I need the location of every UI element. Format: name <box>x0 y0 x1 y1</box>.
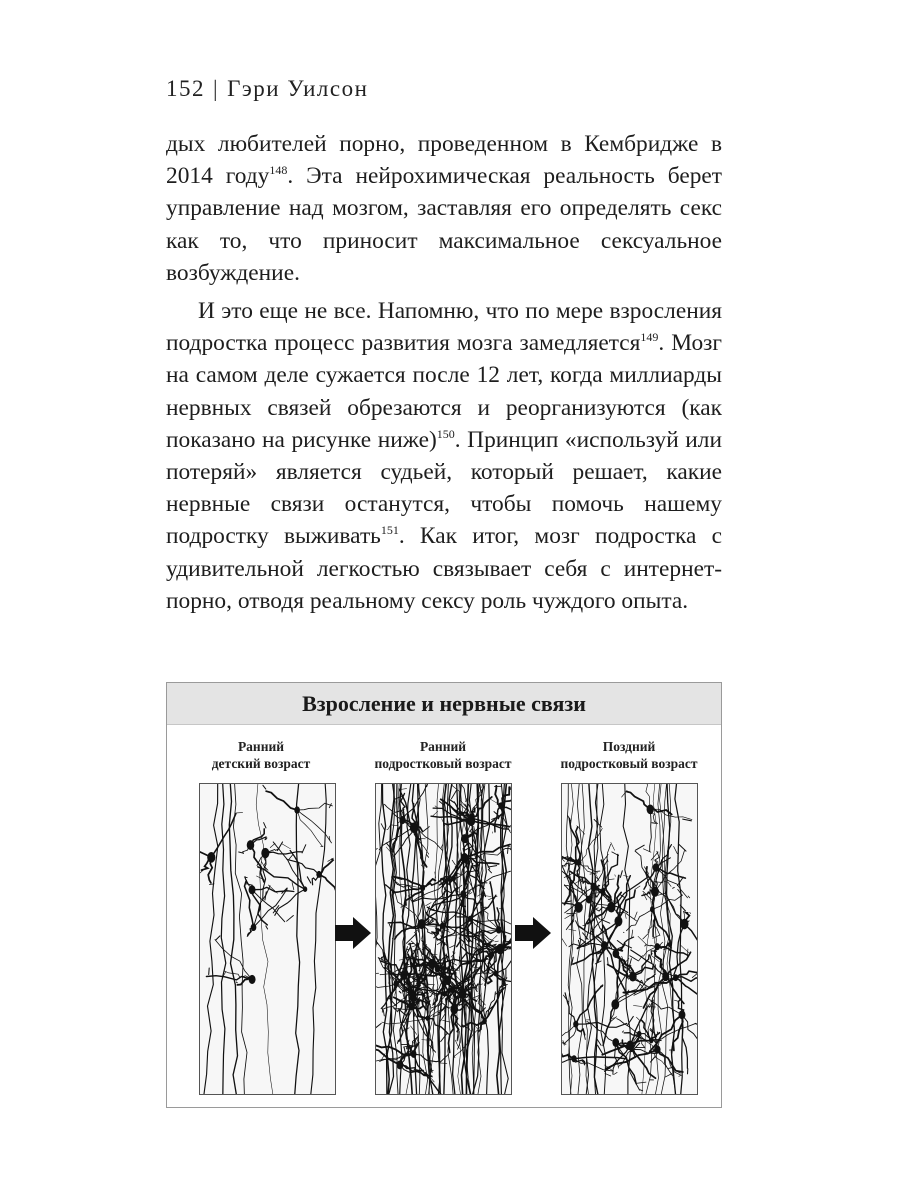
dendrite-branch <box>636 845 645 850</box>
neural-fiber <box>667 784 677 1094</box>
paragraph-1 <box>166 128 722 289</box>
panel-label-3-line-2: подростковый возраст <box>560 756 698 771</box>
dendrite <box>579 863 600 872</box>
dendrite <box>606 1050 658 1069</box>
dendrite-branch <box>650 955 652 963</box>
dendrite-branch <box>422 936 423 940</box>
header-separator: | <box>213 76 220 101</box>
neuron-panel-pruned <box>561 783 698 1095</box>
dendrite-branch <box>381 824 384 830</box>
panel-label-3-line-1: Поздний <box>602 739 656 754</box>
dendrite-branch <box>398 1040 399 1043</box>
dendrite-branch <box>607 958 608 965</box>
neural-fiber <box>221 784 226 1094</box>
dendrite-branch <box>439 1063 447 1064</box>
dendrite-branch <box>622 1031 623 1032</box>
dendrite <box>312 874 319 884</box>
dendrite-branch <box>479 984 482 985</box>
dendrite-branch <box>383 1010 384 1016</box>
footnote-ref-150: 150 <box>436 426 455 441</box>
neuron-drawing-sparse <box>200 784 335 1094</box>
running-head <box>166 76 368 102</box>
dendrite <box>574 1057 626 1059</box>
dendrite-branch <box>688 896 690 898</box>
dendrite <box>576 1024 585 1035</box>
dendrite-branch <box>469 893 472 895</box>
neural-fiber <box>452 784 457 1094</box>
dendrite <box>627 792 650 810</box>
dendrite-branch <box>637 1082 646 1083</box>
author-name: Гэри Уилсон <box>227 76 369 101</box>
dendrite-branch <box>292 883 294 890</box>
dendrite <box>676 978 697 997</box>
dendrite-branch <box>452 860 455 865</box>
dendrite-branch <box>635 912 638 919</box>
dendrite-branch <box>660 1040 661 1041</box>
panel-label-2-line-2: подростковый возраст <box>374 756 512 771</box>
neural-fiber <box>294 784 299 1094</box>
dendrite-branch <box>665 1074 672 1078</box>
dendrite-branch <box>455 1040 459 1049</box>
dendrite-branch <box>635 886 640 890</box>
panel-label-late-adolescence <box>539 738 719 772</box>
panel-label-2-line-1: Ранний <box>419 739 467 754</box>
dendrite-branch <box>611 842 615 850</box>
dendrite-branch <box>638 936 646 944</box>
dendrite-branch <box>266 926 268 929</box>
panel-label-1-line-1: Ранний <box>237 739 285 754</box>
dendrite-branch <box>562 937 567 946</box>
dendrite-branch <box>673 887 675 888</box>
dendrite <box>297 803 332 810</box>
neural-fiber <box>233 784 247 1094</box>
dendrite <box>627 909 653 930</box>
dendrite-branch <box>257 876 266 880</box>
paragraph-2-text-d: . Как итог, мозг подростка с удивительной легкостью связывает себя с интернет-порно, отводя реальному сексу роль чуждого опыта. <box>166 523 722 614</box>
dendrite-branch <box>565 915 571 919</box>
dendrite-branch <box>488 866 496 867</box>
paragraph-2 <box>166 295 722 617</box>
dendrite-branch <box>389 924 391 928</box>
dendrite-branch <box>302 845 306 853</box>
dendrite-branch <box>376 1024 381 1028</box>
dendrite <box>613 1043 617 1075</box>
dendrite <box>263 853 266 900</box>
dendrite-branch <box>270 843 275 847</box>
dendrite-branch <box>612 852 619 856</box>
dendrite <box>648 909 652 933</box>
dendrite-branch <box>441 1033 448 1042</box>
dendrite-branch <box>598 1045 603 1054</box>
dendrite-branch <box>406 935 415 944</box>
dendrite-branch <box>282 844 291 849</box>
dendrite-branch <box>408 943 413 944</box>
dendrite-branch <box>264 823 266 828</box>
dendrite-branch <box>287 916 294 922</box>
dendrite <box>319 859 333 874</box>
dendrite-branch <box>674 1000 678 1001</box>
panel-label-early-adolescence <box>353 738 533 772</box>
dendrite-branch <box>647 976 655 979</box>
arrow-right-icon <box>515 915 551 951</box>
dendrite-branch <box>237 982 238 983</box>
dendrite-branch <box>615 875 616 877</box>
dendrite-branch <box>633 1006 642 1007</box>
dendrite-branch <box>491 799 497 803</box>
dendrite-branch <box>457 1032 458 1041</box>
dendrite-branch <box>577 826 585 835</box>
dendrite-branch <box>495 941 499 942</box>
neuron-panel-dense <box>375 783 512 1095</box>
figure-neural-connections <box>166 682 722 1108</box>
dendrite-branch <box>426 903 431 906</box>
dendrite <box>684 924 697 968</box>
dendrite-branch <box>441 845 443 849</box>
dendrite-branch <box>695 1024 697 1027</box>
dendrite-branch <box>289 855 293 859</box>
footnote-ref-151: 151 <box>380 523 399 538</box>
page-number: 152 <box>166 76 205 101</box>
dendrite-branch <box>265 838 267 840</box>
dendrite-branch <box>376 848 377 851</box>
dendrite-branch <box>614 1072 617 1074</box>
paragraph-2-text-b: . Мозг на самом деле сужается после 12 лет, когда миллиарды нервных связей обрезаются и реорганизуются (как показано на рисунке ниже) <box>166 330 722 453</box>
dendrite-branch <box>510 784 511 790</box>
dendrite-branch <box>263 785 266 789</box>
dendrite-branch <box>508 846 509 854</box>
dendrite <box>682 1015 687 1069</box>
dendrite-branch <box>427 784 428 787</box>
dendrite-branch <box>625 914 626 918</box>
neural-fiber <box>311 784 327 1094</box>
dendrite-branch <box>450 994 451 998</box>
dendrite-branch <box>450 945 455 947</box>
dendrite-branch <box>216 936 220 940</box>
panel-label-1-line-2: детский возраст <box>211 756 311 771</box>
dendrite <box>650 809 652 851</box>
dendrite-branch <box>569 929 576 931</box>
body-text <box>166 128 722 617</box>
dendrite <box>414 1054 440 1062</box>
dendrite-branch <box>636 1017 640 1020</box>
dendrite-branch <box>407 947 410 953</box>
dendrite-branch <box>439 801 443 804</box>
dendrite-branch <box>643 934 648 939</box>
panel-label-early-childhood <box>191 738 331 772</box>
dendrite-branch <box>488 869 491 872</box>
dendrite-branch <box>490 935 497 942</box>
dendrite-branch <box>632 930 633 938</box>
dendrite-branch <box>307 877 311 883</box>
figure-title: Взросление и нервные связи <box>167 683 721 725</box>
dendrite-branch <box>690 912 691 913</box>
paragraph-1-text-b: . Эта нейрохимическая реальность берет управление над мозгом, заставляя его определять секс как то, что приносит максимальное сексуальное возбуждение. <box>166 163 723 286</box>
dendrite-branch <box>674 846 678 853</box>
dendrite-branch <box>679 845 686 852</box>
dendrite <box>287 859 319 874</box>
dendrite <box>684 913 689 924</box>
dendrite-branch <box>620 871 622 878</box>
neural-fiber <box>203 784 218 1094</box>
neural-fiber <box>229 784 237 1094</box>
paragraph-1-text-a: дых любителей порно, проведенном в Кембридже в 2014 году <box>166 131 722 190</box>
neuron-drawing-pruned <box>562 784 697 1094</box>
footnote-ref-149: 149 <box>640 330 659 345</box>
dendrite <box>423 879 436 888</box>
neuron-drawing-dense <box>376 784 511 1094</box>
paragraph-2-text-a: И это еще не все. Напомню, что по мере взросления подростка процесс развития мозга замедляется <box>166 298 722 357</box>
dendrite-branch <box>597 1039 601 1046</box>
dendrite <box>275 889 305 915</box>
dendrite <box>266 791 297 810</box>
dendrite <box>633 965 654 977</box>
footnote-ref-148: 148 <box>269 163 288 178</box>
paragraph-2-text-c: . Принцип «используй или потеряй» является судьей, который решает, какие нервные связи останутся, чтобы помочь нашему подростку выживать <box>166 426 722 550</box>
dendrite-branch <box>426 854 428 857</box>
arrow-right-icon <box>335 915 371 951</box>
dendrite-branch <box>278 842 283 851</box>
dendrite-branch <box>209 968 210 975</box>
dendrite-branch <box>622 790 627 797</box>
dendrite-branch <box>652 823 656 824</box>
dendrite-branch <box>457 891 459 892</box>
dendrite-branch <box>451 790 456 799</box>
dendrite <box>297 810 322 847</box>
dendrite-branch <box>399 991 401 993</box>
neuron-panel-sparse <box>199 783 336 1095</box>
dendrite-branch <box>423 827 429 832</box>
